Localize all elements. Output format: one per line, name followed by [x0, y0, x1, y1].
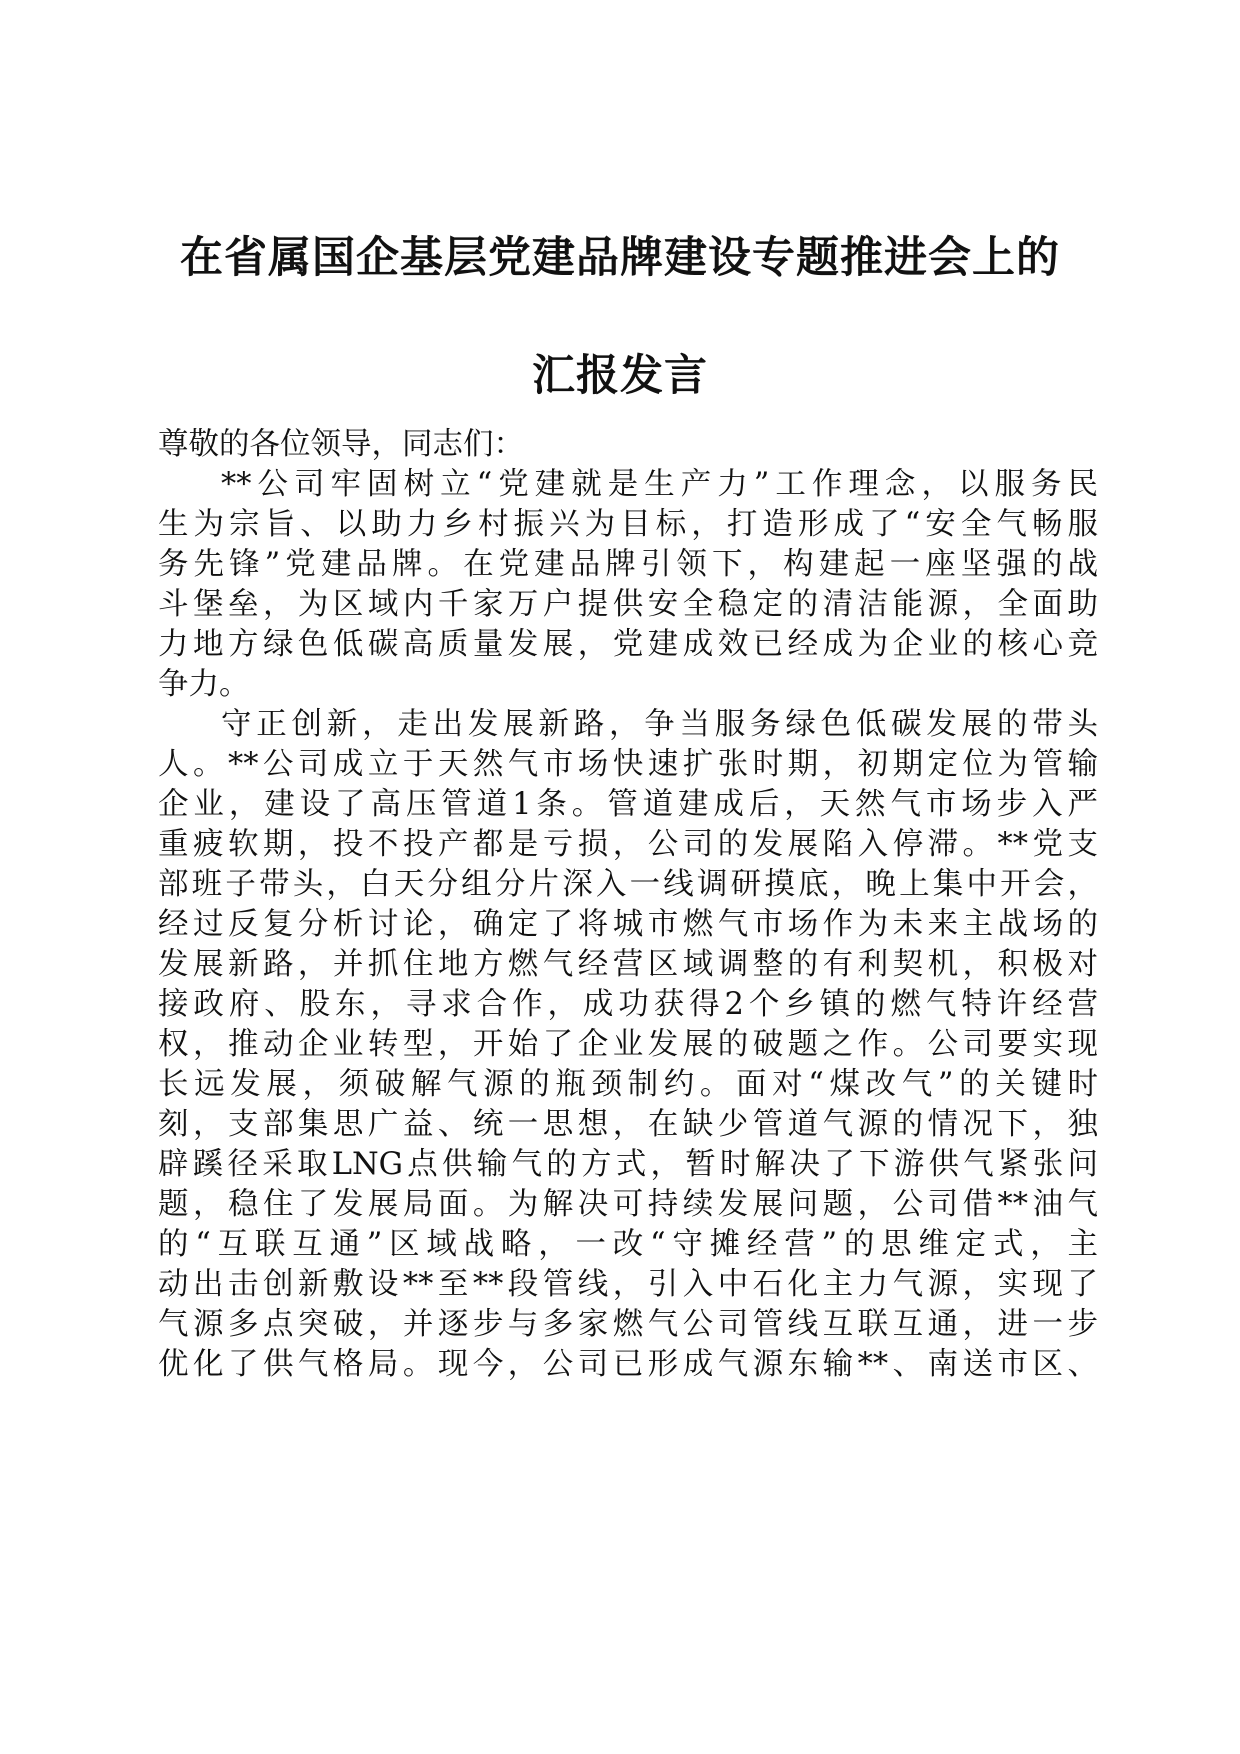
paragraph-2-line-10: 长远发展，须破解气源的瓶颈制约。面对“煤改气”的关键时 [158, 1067, 1098, 1102]
paragraph-2-line-11: 刻，支部集思广益、统一思想，在缺少管道气源的情况下，独 [158, 1107, 1098, 1142]
salutation: 尊敬的各位领导，同志们： [158, 427, 524, 462]
paragraph-1-line-1: **公司牢固树立“党建就是生产力”工作理念，以服务民 [221, 467, 1098, 502]
paragraph-2-line-5: 部班子带头，白天分组分片深入一线调研摸底，晚上集中开会， [158, 867, 1098, 902]
paragraph-1-line-2: 生为宗旨、以助力乡村振兴为目标，打造形成了“安全气畅服 [158, 507, 1098, 542]
paragraph-1-line-4: 斗堡垒，为区域内千家万户提供安全稳定的清洁能源，全面助 [158, 587, 1098, 622]
document-title-line-2: 汇报发言 [532, 351, 708, 401]
paragraph-2-line-7: 发展新路，并抓住地方燃气经营区域调整的有利契机，积极对 [158, 947, 1098, 982]
paragraph-2-line-14: 的“互联互通”区域战略，一改“守摊经营”的思维定式，主 [158, 1227, 1098, 1262]
paragraph-1-line-3: 务先锋”党建品牌。在党建品牌引领下，构建起一座坚强的战 [158, 547, 1098, 582]
paragraph-2-line-1: 守正创新，走出发展新路，争当服务绿色低碳发展的带头 [221, 707, 1098, 742]
paragraph-2-line-8: 接政府、股东，寻求合作，成功获得2个乡镇的燃气特许经营 [158, 987, 1098, 1022]
paragraph-2-line-12: 辟蹊径采取LNG点供输气的方式，暂时解决了下游供气紧张问 [158, 1147, 1098, 1182]
paragraph-2-line-15: 动出击创新敷设**至**段管线，引入中石化主力气源，实现了 [158, 1267, 1098, 1302]
paragraph-2-line-4: 重疲软期，投不投产都是亏损，公司的发展陷入停滞。**党支 [158, 827, 1098, 862]
paragraph-2-line-3: 企业，建设了高压管道1条。管道建成后，天然气市场步入严 [158, 787, 1098, 822]
paragraph-2-line-13: 题，稳住了发展局面。为解决可持续发展问题，公司借**油气 [158, 1187, 1098, 1222]
paragraph-1-line-6: 争力。 [158, 667, 250, 702]
paragraph-2-line-17: 优化了供气格局。现今，公司已形成气源东输**、南送市区、 [158, 1347, 1098, 1382]
paragraph-2-line-16: 气源多点突破，并逐步与多家燃气公司管线互联互通，进一步 [158, 1307, 1098, 1342]
paragraph-1-line-5: 力地方绿色低碳高质量发展，党建成效已经成为企业的核心竞 [158, 627, 1098, 662]
paragraph-2-line-6: 经过反复分析讨论，确定了将城市燃气市场作为未来主战场的 [158, 907, 1098, 942]
document-title-line-1: 在省属国企基层党建品牌建设专题推进会上的 [180, 233, 1060, 283]
paragraph-2-line-2: 人。**公司成立于天然气市场快速扩张时期，初期定位为管输 [158, 747, 1098, 782]
paragraph-2-line-9: 权，推动企业转型，开始了企业发展的破题之作。公司要实现 [158, 1027, 1098, 1062]
